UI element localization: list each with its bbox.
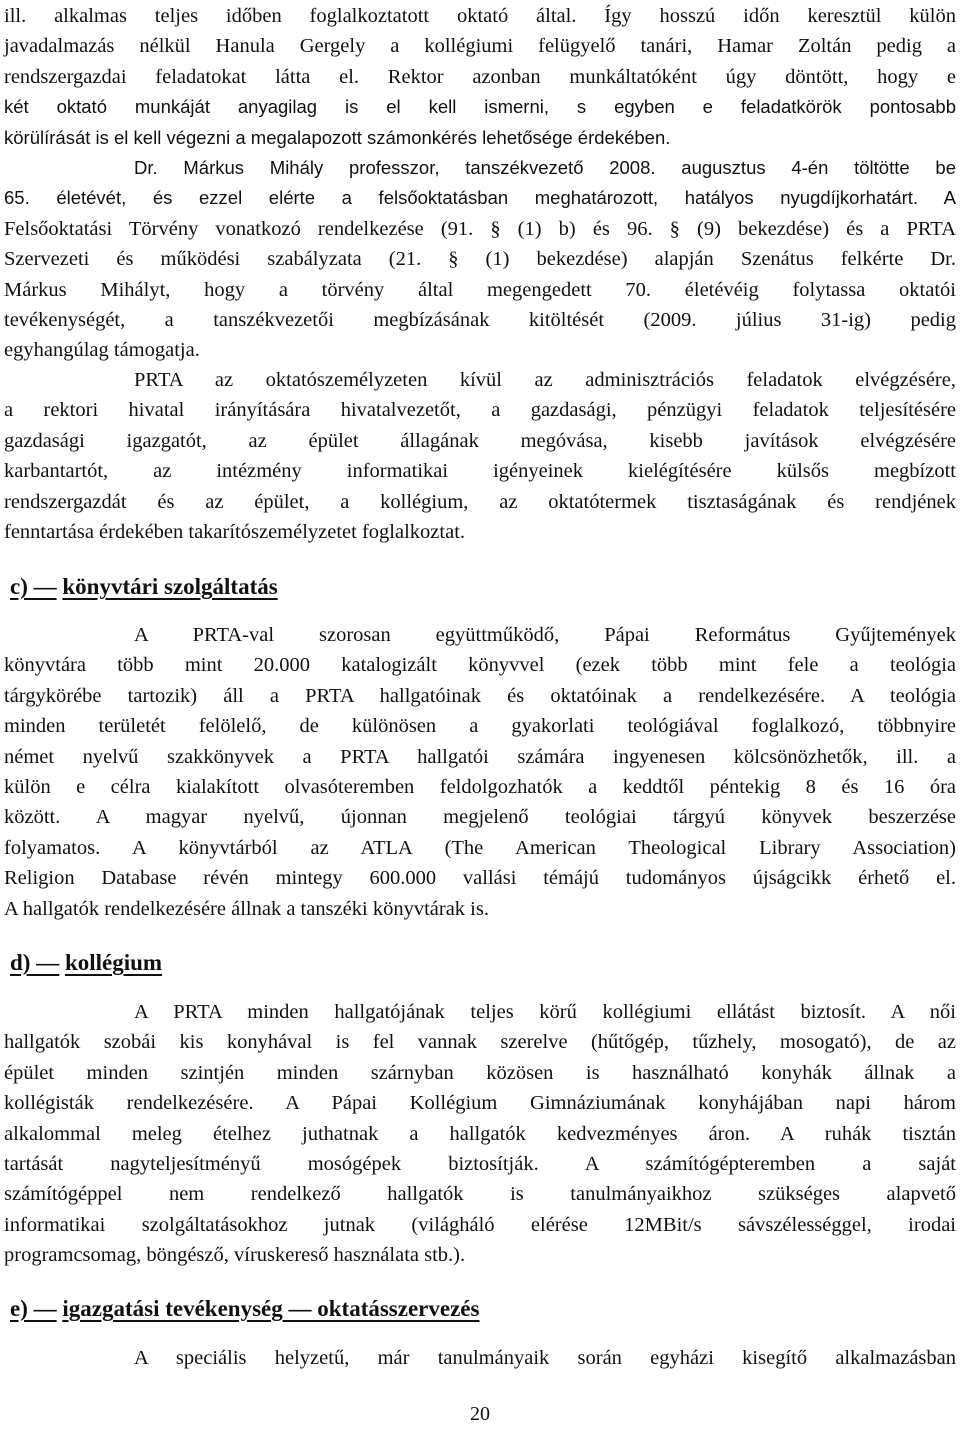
section-heading-e-prefix: e) — bbox=[10, 1296, 57, 1321]
section-heading-e-title: igazgatási tevékenység — oktatásszervezés bbox=[62, 1296, 480, 1321]
text-line: hallgatók szobái kis konyhával is fel vannak szerelve (hűtőgép, tűzhely, mosogató), de az bbox=[4, 1031, 956, 1054]
text-line: A speciális helyzetű, már tanulmányaik során egyházi kisegítő alkalmazásban bbox=[134, 1347, 956, 1369]
text-line: PRTA az oktatószemélyzeten kívül az adminisztrációs feladatok elvégzésére, bbox=[134, 369, 956, 391]
text-line: külön e célra kialakított olvasóteremben feldolgozhatók a keddtől péntekig 8 és 16 óra bbox=[4, 776, 956, 798]
text-line: egyhangúlag támogatja. bbox=[4, 339, 200, 362]
section-heading-c-title: könyvtári szolgáltatás bbox=[62, 574, 278, 599]
text-line: gazdasági igazgatót, az épület állagának megóvása, kisebb javítások elvégzésére bbox=[4, 429, 956, 452]
text-line: Márkus Mihályt, hogy a törvény által megengedett 70. életévéig folytassa oktatói bbox=[4, 278, 956, 301]
section-heading-e bbox=[10, 1294, 479, 1324]
text-line: alkalommal meleg ételhez juthatnak a hallgatók kedvezményes áron. A ruhák tisztán bbox=[4, 1122, 956, 1145]
text-line: között. A magyar nyelvű, újonnan megjelenő teológiai tárgyú könyvek beszerzése bbox=[4, 806, 956, 829]
text-line: programcsomag, böngésző, víruskereső használata stb.). bbox=[4, 1244, 466, 1267]
text-line: tevékenységét, a tanszékvezetői megbízásának kitöltését (2009. július 31-ig) pedig bbox=[4, 309, 956, 331]
text-line: tartását nagyteljesítményű mosógépek biztosítják. A számítógépteremben a saját bbox=[4, 1153, 956, 1175]
text-line: fenntartása érdekében takarítószemélyzetet foglalkoztat. bbox=[4, 521, 466, 543]
text-line: a rektori hivatal irányítására hivatalvezetőt, a gazdasági, pénzügyi feladatok teljesítésére bbox=[4, 399, 956, 422]
section-heading-d bbox=[10, 948, 162, 978]
text-line: karbantartót, az intézmény informatikai igényeinek kielégítésére külsős megbízott bbox=[4, 460, 956, 483]
text-line: német nyelvű szakkönyvek a PRTA hallgatói számára ingyenesen kölcsönözhetők, ill. a bbox=[4, 745, 956, 768]
text-line: A PRTA-val szorosan együttműködő, Pápai Református Gyűjtemények bbox=[134, 624, 956, 646]
text-line: javadalmazás nélkül Hanula Gergely a kollégiumi felügyelő tanári, Hamar Zoltán pedig a bbox=[4, 35, 956, 58]
text-line: Dr. Márkus Mihály professzor, tanszékvezető 2008. augusztus 4-én töltötte be bbox=[134, 157, 956, 178]
section-heading-d-prefix: d) — bbox=[10, 950, 60, 975]
text-line: minden területét felölelő, de különösen a gyakorlati teológiával foglalkozó, többnyire bbox=[4, 715, 956, 738]
section-heading-d-title: kollégium bbox=[64, 950, 163, 975]
text-line: Religion Database révén mintegy 600.000 vallási témájú tudományos újságcikk érhető el. bbox=[4, 867, 956, 890]
text-line: informatikai szolgáltatásokhoz jutnak (világháló elérése 12MBit/s sávszélességgel, irodai bbox=[4, 1213, 956, 1236]
text-line: rendszergazdai feladatokat látta el. Rektor azonban munkáltatóként úgy döntött, hogy e bbox=[4, 65, 956, 88]
section-heading-c-prefix: c) — bbox=[10, 574, 57, 599]
text-line: rendszergazdát és az épület, a kollégium, az oktatótermek tisztaságának és rendjének bbox=[4, 490, 956, 513]
text-line: tárgykörébe tartozik) áll a PRTA hallgatóinak és oktatóinak a rendelkezésére. A teológia bbox=[4, 684, 956, 707]
text-line: épület minden szintjén minden szárnyban közösen is használható konyhák állnak a bbox=[4, 1061, 956, 1084]
text-line: két oktató munkáját anyagilag is el kell ismerni, s egyben e feladatkörök pontosabb bbox=[4, 96, 956, 118]
text-line: kollégisták rendelkezésére. A Pápai Kollégium Gimnáziumának konyhájában napi három bbox=[4, 1092, 956, 1115]
text-line: körülírását is el kell végezni a megalapozott számonkérés lehetősége érdekében. bbox=[4, 126, 671, 148]
section-heading-c bbox=[10, 572, 278, 602]
text-line: Felsőoktatási Törvény vonatkozó rendelkezése (91. § (1) b) és 96. § (9) bekezdése) és a PRTA bbox=[4, 217, 956, 240]
text-line: ill. alkalmas teljes időben foglalkoztatott oktató által. Így hosszú időn keresztül külön bbox=[4, 5, 956, 27]
text-line: A hallgatók rendelkezésére állnak a tanszéki könyvtárak is. bbox=[4, 897, 489, 920]
text-line: 65. életévét, és ezzel elérte a felsőoktatásban meghatározott, hatályos nyugdíjkorhatárt. A bbox=[4, 187, 956, 209]
page-number: 20 bbox=[470, 1403, 490, 1425]
text-line: A PRTA minden hallgatójának teljes körű kollégiumi ellátást biztosít. A női bbox=[134, 1001, 956, 1023]
text-line: Szervezeti és működési szabályzata (21. § (1) bekezdése) alapján Szenátus felkérte Dr. bbox=[4, 248, 956, 271]
text-line: számítógéppel nem rendelkező hallgatók is tanulmányaikhoz szükséges alapvető bbox=[4, 1183, 956, 1206]
text-line: folyamatos. A könyvtárból az ATLA (The American Theological Library Association) bbox=[4, 836, 956, 859]
text-line: könyvtára több mint 20.000 katalogizált könyvvel (ezek több mint fele a teológia bbox=[4, 654, 956, 677]
